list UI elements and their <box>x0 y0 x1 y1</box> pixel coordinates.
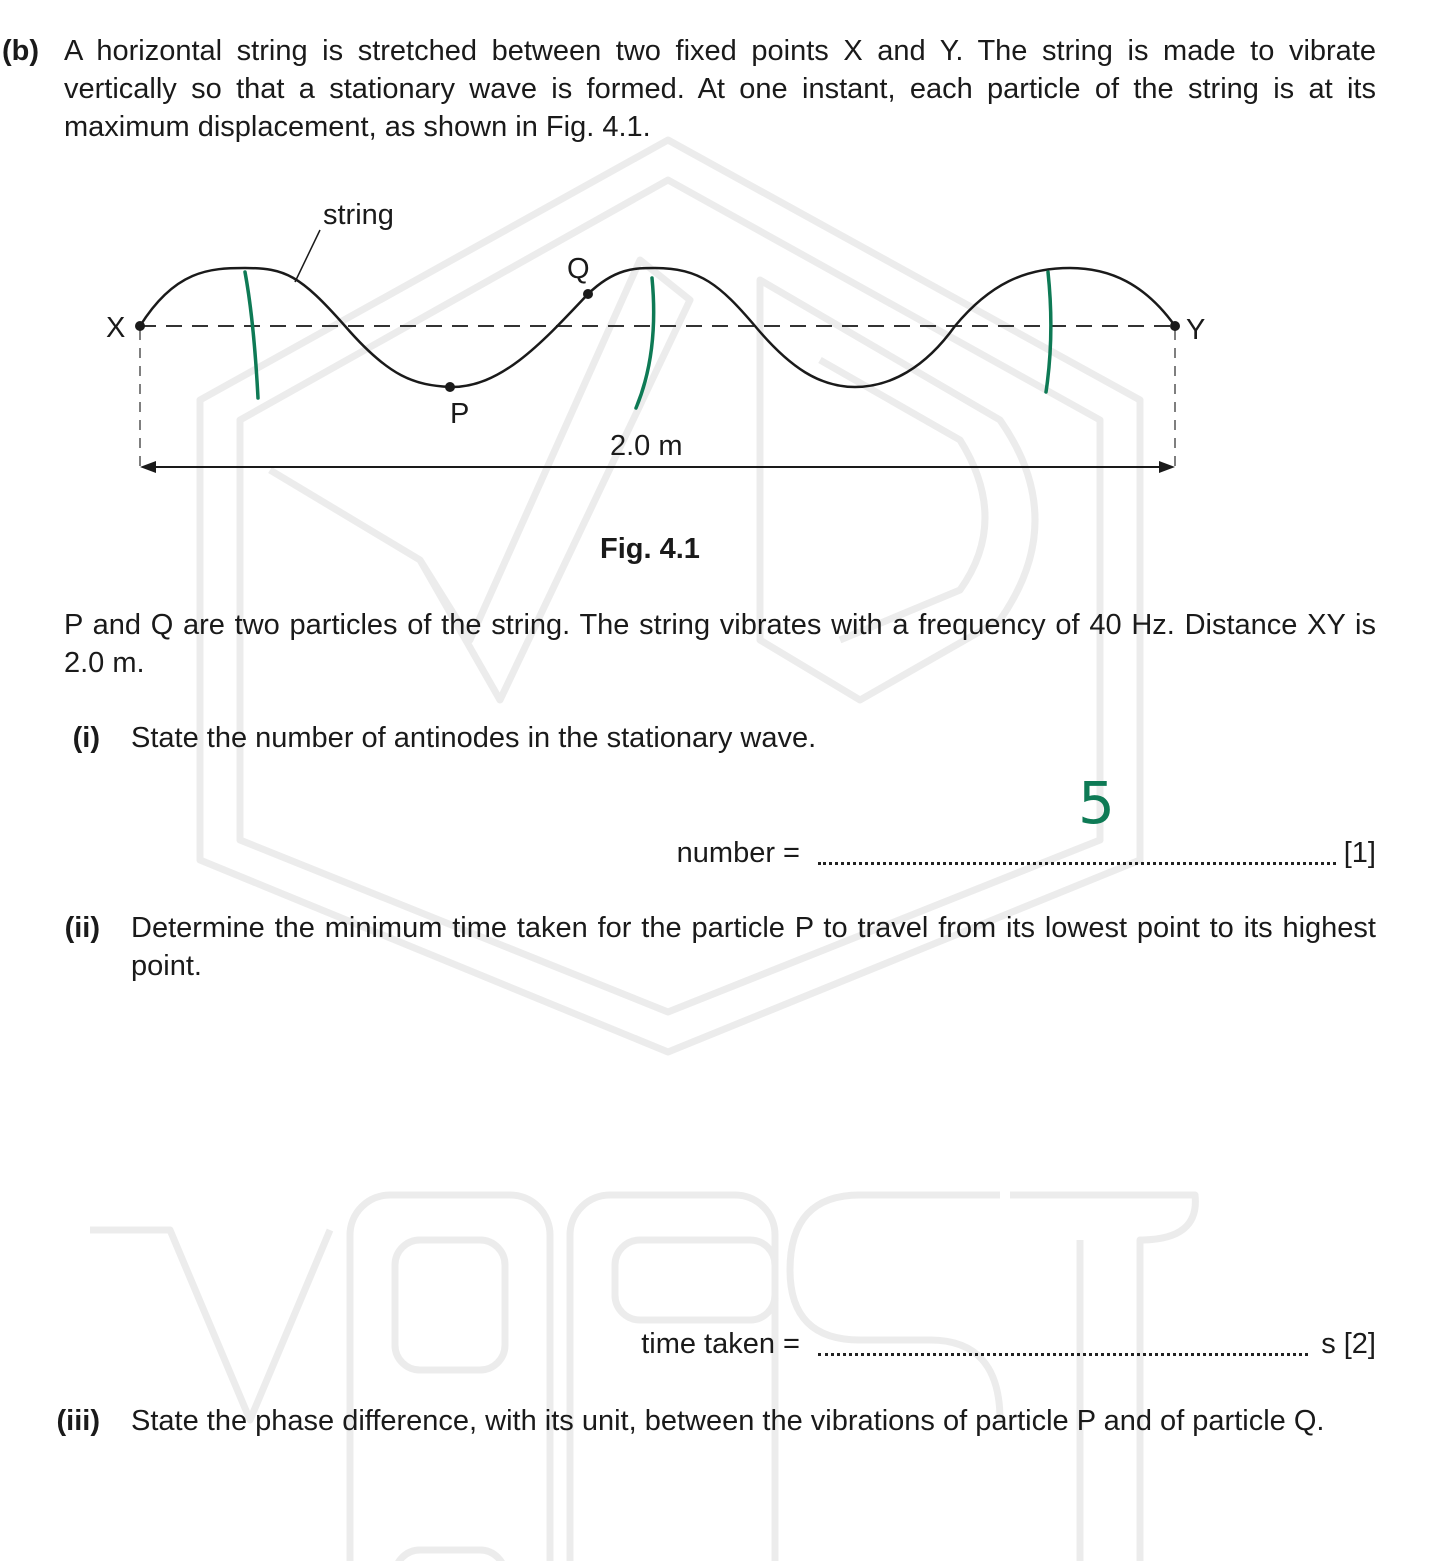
question-iii-label: (iii) <box>56 1405 100 1437</box>
point-p <box>445 382 455 392</box>
point-x <box>135 321 145 331</box>
dimension-arrow-right <box>1159 461 1175 473</box>
point-y <box>1170 321 1180 331</box>
handwritten-answer-i: 5 <box>1078 769 1115 837</box>
mark-i: [1] <box>1343 837 1376 869</box>
antinode-mark-2 <box>636 278 654 408</box>
answer-i-line[interactable] <box>818 862 1336 865</box>
antinode-mark-1 <box>245 272 258 398</box>
question-iii-text: State the phase difference, with its unit, between the vibrations of particle P and of particle Q. <box>131 1405 1325 1437</box>
label-p: P <box>450 398 470 430</box>
label-q: Q <box>567 253 590 285</box>
string-pointer-line <box>295 230 320 282</box>
dimension-arrow-left <box>140 461 156 473</box>
question-ii-text: Determine the minimum time taken for the particle P to travel from its lowest point to its highest point. <box>131 912 1376 982</box>
info-paragraph: P and Q are two particles of the string. The string vibrates with a frequency of 40 Hz. Distance XY is 2.0 m. <box>64 609 1376 679</box>
label-x: X <box>106 312 126 344</box>
question-i-text: State the number of antinodes in the stationary wave. <box>131 722 817 754</box>
answer-ii-label: time taken = <box>641 1328 800 1360</box>
answer-ii-line[interactable] <box>818 1353 1308 1356</box>
answer-i-label: number = <box>676 837 800 869</box>
label-length: 2.0 m <box>610 430 683 462</box>
mark-ii: s [2] <box>1321 1328 1376 1360</box>
figure-caption: Fig. 4.1 <box>600 533 700 565</box>
point-q <box>583 289 593 299</box>
part-label: (b) <box>2 35 40 67</box>
figure-stationary-wave <box>0 180 1436 580</box>
intro-paragraph: A horizontal string is stretched between two fixed points X and Y. The string is made to vibrate vertically so that a stationary wave is formed. At one instant, each particle of the string is at its maximum displacement, as shown in Fig. 4.1. <box>64 35 1376 143</box>
antinode-mark-3 <box>1046 272 1051 392</box>
string-wave <box>140 268 1175 387</box>
label-string: string <box>323 199 394 231</box>
question-i-label: (i) <box>72 722 100 754</box>
label-y: Y <box>1186 314 1206 346</box>
question-ii-label: (ii) <box>64 912 100 944</box>
